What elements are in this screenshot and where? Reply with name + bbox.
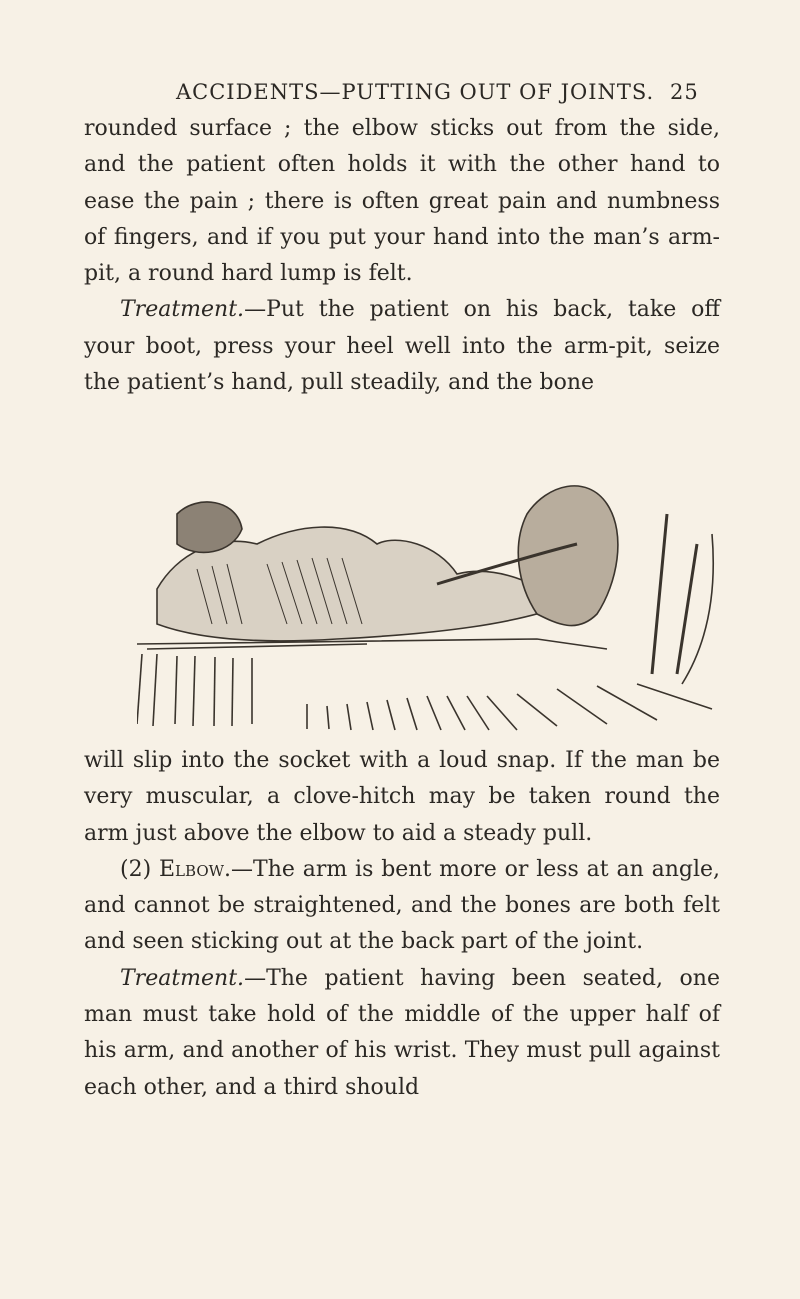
paragraph-continuation-2: will slip into the socket with a loud snap. If the man be very muscular, a clove-hitch may be taken round the arm just above the elbow to aid a steady pull. — [84, 748, 720, 846]
running-header — [176, 80, 776, 110]
page-number: 25 — [670, 80, 699, 104]
text-block-bottom — [84, 743, 720, 1106]
elbow-label: Elbow. — [159, 856, 232, 882]
treatment-label-2: Treatment. — [120, 965, 245, 991]
floor-shadow-hatching — [307, 684, 712, 730]
paragraph-continuation: rounded surface ; the elbow sticks out from the side, and the patient often holds it with the other hand to ease the pain ; there is often great pain and numbness of fingers, and if you put your hand into the man’s arm-pit, a round hard lump is felt. — [84, 116, 720, 287]
paragraph-treatment — [84, 292, 720, 401]
paragraph-elbow — [84, 852, 720, 961]
standing-leg — [652, 514, 667, 674]
treatment-text: —Put the patient on his back, take off your boot, press your heel well into the arm-pit, seize the patient’s hand, pull steadily, and the bone — [84, 297, 720, 396]
engraving-illustration — [137, 474, 727, 732]
couch-legs — [137, 654, 252, 726]
paragraph-treatment-2 — [84, 961, 720, 1106]
treatment-label: Treatment. — [120, 297, 245, 323]
chapter-title: ACCIDENTS—PUTTING OUT OF JOINTS. — [176, 80, 655, 104]
section-number: (2) — [120, 856, 159, 882]
text-block-top — [84, 111, 720, 401]
elbow-text: —The arm is bent more or less at an angle, and cannot be straightened, and the bones are both felt and seen sticking out at the back part of the joint. — [84, 856, 721, 955]
treatment-text-2: —The patient having been seated, one man must take hold of the middle of the upper half of his arm, and another of his wrist. They must pull against each other, and a third should — [84, 965, 720, 1100]
